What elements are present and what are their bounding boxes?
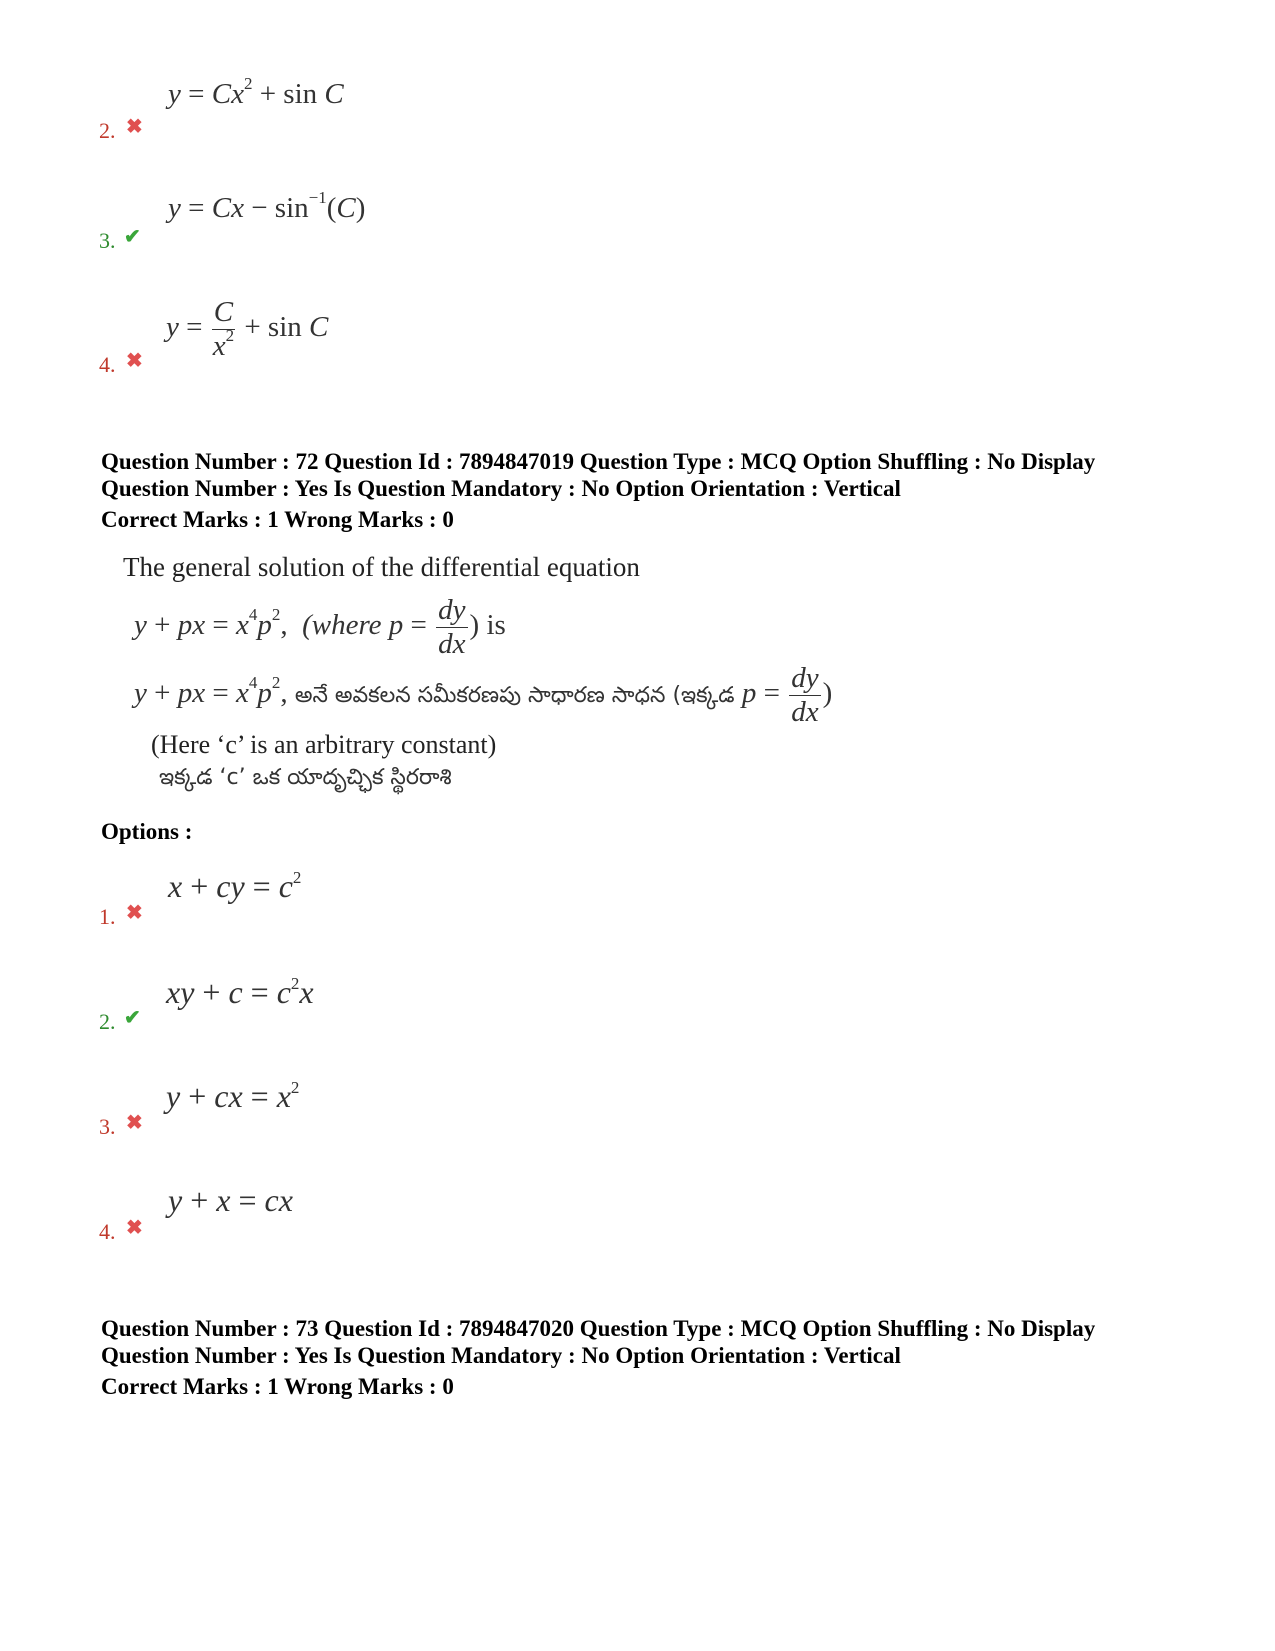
option-equation: $y = Cx - \sin^{-1}(C)$ xyxy=(168,188,366,224)
option-number: 1. xyxy=(99,904,116,929)
option-number: 4. xyxy=(99,1219,116,1244)
option-equation: x + cy = $c^2$ xyxy=(168,868,302,904)
wrong-mark-icon: ✖ xyxy=(126,116,143,138)
question-meta-line: Question Number : 72 Question Id : 7894847019 Question Type : MCQ Option Shuffling : No Display xyxy=(101,449,1096,474)
constant-note-telugu: ఇక్కడ ‘c’ ఒక యాదృచ్ఛిక స్థిరరాశి xyxy=(159,765,452,790)
option-equation: y + cx = $x^2$ xyxy=(166,1078,300,1114)
option-number: 3. xyxy=(99,228,116,253)
wrong-mark-icon: ✖ xyxy=(126,902,143,924)
is-label: ) is xyxy=(469,609,506,642)
question-meta-line: Question Number : Yes Is Question Mandatory : No Option Orientation : Vertical xyxy=(101,1343,901,1368)
question-meta-line: Question Number : 73 Question Id : 7894847020 Question Type : MCQ Option Shuffling : No Display xyxy=(101,1316,1096,1341)
option-number: 3. xyxy=(99,1114,116,1139)
option-equation: xy + $c = c^2x$ xyxy=(166,974,314,1010)
marks-line: Correct Marks : 1 Wrong Marks : 0 xyxy=(101,1374,454,1399)
options-label: Options : xyxy=(101,819,193,844)
marks-line: Correct Marks : 1 Wrong Marks : 0 xyxy=(101,507,454,532)
correct-mark-icon: ✔ xyxy=(124,226,141,248)
where-label: (where xyxy=(302,609,382,642)
correct-mark-icon: ✔ xyxy=(124,1007,141,1029)
question-equation: y + px = $x^4p^2$, (where p = $\frac{dy}{dx}$ ) is xyxy=(134,594,506,660)
wrong-mark-icon: ✖ xyxy=(126,1217,143,1239)
option-number: 2. xyxy=(99,118,116,143)
question-meta-line: Question Number : Yes Is Question Mandatory : No Option Orientation : Vertical xyxy=(101,476,901,501)
question-equation-telugu: y + px = $x^4p^2$, అనే అవకలన సమీకరణపు సాధారణ సాధన (ఇక్కడ p = $\frac{dy}{dx}$ ) xyxy=(134,662,833,728)
option-equation: $y = Cx^2 + \sin C$ xyxy=(168,74,344,110)
option-equation: y = $\frac{C}{x^2}$ + sin C xyxy=(166,296,329,362)
question-stem: The general solution of the differential equation xyxy=(123,552,640,582)
wrong-mark-icon: ✖ xyxy=(126,350,143,372)
option-number: 2. xyxy=(99,1009,116,1034)
option-number: 4. xyxy=(99,352,116,377)
constant-note: (Here ‘c’ is an arbitrary constant) xyxy=(151,730,497,759)
telugu-stem: అనే అవకలన సమీకరణపు సాధారణ సాధన (ఇక్కడ xyxy=(294,683,735,709)
wrong-mark-icon: ✖ xyxy=(126,1112,143,1134)
option-equation: y + x = cx xyxy=(168,1182,293,1218)
